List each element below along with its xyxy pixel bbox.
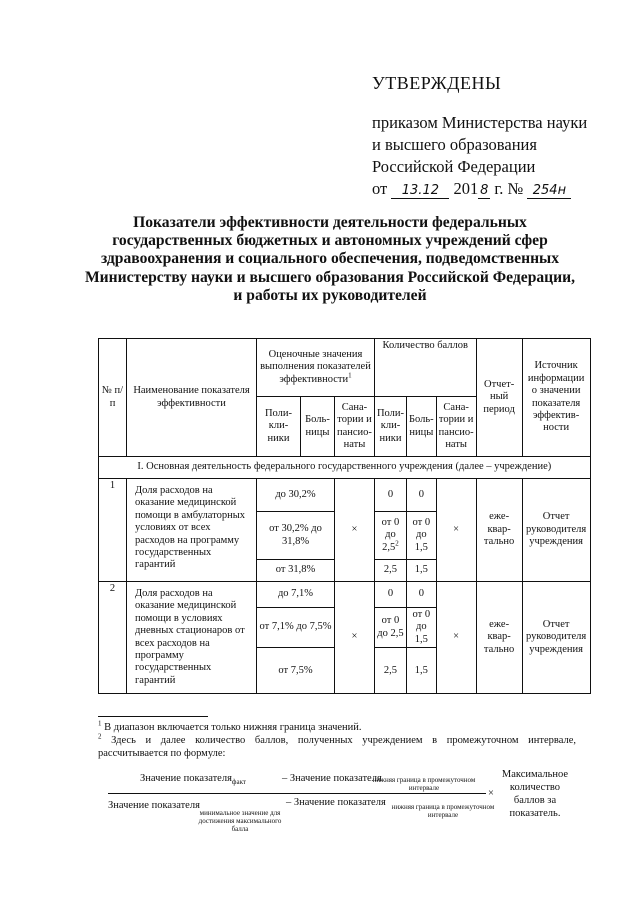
value-range-mid: от 30,2% до 31,8% <box>257 512 335 560</box>
value-range-high: от 31,8% <box>257 560 335 582</box>
title-line: государственных бюджетных и автономных учреждений сфер <box>112 232 548 250</box>
points-polyclinics: от 0 до 2,5 <box>374 608 406 648</box>
reporting-period: еже-квар-тально <box>476 479 522 582</box>
value-range-high: от 7,5% <box>257 648 335 694</box>
points-formula <box>98 766 578 846</box>
points-polyclinics: 2,5 <box>374 648 406 694</box>
cross-mark: × <box>436 479 476 582</box>
title-line: Показатели эффективности деятельности федеральных <box>133 214 527 231</box>
header-source: Источник информации о значении показателя эффектив-ности <box>522 339 590 457</box>
formula-numerator-minus: – Значение показателя <box>282 773 382 784</box>
approval-block <box>372 72 587 200</box>
points-hospitals: 0 <box>407 479 437 512</box>
row-indicator-name: Доля расходов на оказание медицинской помощи в амбулаторных условиях от всех расходов на программу государственных гарантий <box>127 479 257 582</box>
header-values: Оценочные значения выполнения показателей эффективности$^1$ <box>257 339 375 397</box>
formula-denominator-nested-subscript: нижняя граница в промежуточном интервале <box>391 803 495 819</box>
header-name: Наименование показателя эффективности <box>127 339 257 457</box>
subheader-polyclinics: Поли-кли-ники <box>257 397 301 457</box>
header-points: Количество баллов <box>374 339 476 397</box>
points-polyclinics: от 0 до $2,5^2$ <box>374 512 406 560</box>
footnote-2: $^2$ Здесь и далее количество баллов, полученных учреждением в промежуточном интервале, рассчитывается по формуле: <box>98 732 577 759</box>
formula-numerator-value: Значение показателя$_{факт}$ <box>140 773 246 787</box>
value-range-low: до 30,2% <box>257 479 335 512</box>
cross-mark: × <box>436 582 476 694</box>
value-range-mid: от 7,1% до 7,5% <box>257 608 335 648</box>
points-polyclinics: 0 <box>374 582 406 608</box>
multiply-sign: × <box>488 788 494 799</box>
year-prefix: 201 <box>453 179 479 198</box>
cross-mark: × <box>335 582 375 694</box>
footnotes <box>98 716 576 760</box>
approval-line-2: и высшего образования <box>372 135 537 154</box>
row-indicator-name: Доля расходов на оказание медицинской помощи в условиях дневных стационаров от всех расходов на программу государственных гарантий <box>127 582 257 694</box>
formula-numerator-subscript: нижняя граница в промежуточном интервале <box>372 776 476 792</box>
footnote-divider <box>98 716 208 717</box>
subheader-sanatoriums: Сана-тории и пансио-наты <box>335 397 375 457</box>
section-heading: I. Основная деятельность федерального государственного учреждения (далее – учреждение) <box>99 457 591 479</box>
fraction-line <box>108 793 486 794</box>
header-period: Отчет-ный период <box>476 339 522 457</box>
points-polyclinics: 0 <box>374 479 406 512</box>
approval-line-1: приказом Министерства науки <box>372 113 588 132</box>
points-hospitals: 0 <box>407 582 437 608</box>
row-num: 2 <box>99 582 127 694</box>
formula-max-points: Максимальное количество баллов за показатель. <box>501 769 569 819</box>
date-value: 13.12 <box>391 184 449 199</box>
document-title <box>80 214 580 305</box>
title-line: Министерству науки и высшего образования Российской Федерации, <box>84 268 576 286</box>
footnote-1: $^1$ В диапазон включается только нижняя граница значений. <box>98 719 362 733</box>
row-num: 1 <box>99 479 127 582</box>
points-hospitals: 1,5 <box>407 560 437 582</box>
approval-date-line <box>372 178 587 200</box>
year-digit: 8 <box>480 183 489 198</box>
number-label: г. № <box>494 179 524 198</box>
subheader-sanatoriums: Сана-тории и пансио-наты <box>436 397 476 457</box>
formula-denominator-value: Значение показателя <box>108 800 200 811</box>
title-line: и работы их руководителей <box>233 286 427 304</box>
reporting-period: еже-квар-тально <box>476 582 522 694</box>
date-prefix: от <box>372 179 388 198</box>
info-source: Отчет руководителя учреждения <box>522 582 590 694</box>
cross-mark: × <box>335 479 375 582</box>
header-num: № п/п <box>99 339 127 457</box>
title-line: здравоохранения и социального обеспечения, подведомственных <box>100 250 560 268</box>
formula-denominator-minus: – Значение показателя <box>286 797 386 808</box>
points-hospitals: от 0 до 1,5 <box>407 608 437 648</box>
approval-line-3: Российской Федерации <box>372 157 536 176</box>
order-number: 254н <box>527 184 571 199</box>
points-polyclinics: 2,5 <box>374 560 406 582</box>
indicators-table <box>98 338 591 694</box>
subheader-hospitals: Боль-ницы <box>301 397 335 457</box>
points-hospitals: 1,5 <box>407 648 437 694</box>
subheader-hospitals: Боль-ницы <box>407 397 437 457</box>
subheader-polyclinics: Поли-кли-ники <box>374 397 406 457</box>
points-hospitals: от 0 до 1,5 <box>407 512 437 560</box>
info-source: Отчет руководителя учреждения <box>522 479 590 582</box>
value-range-low: до 7,1% <box>257 582 335 608</box>
approval-title: УТВЕРЖДЕНЫ <box>372 73 502 93</box>
formula-denominator-subscript: минимальное значение для достижения максимального балла <box>198 809 282 833</box>
